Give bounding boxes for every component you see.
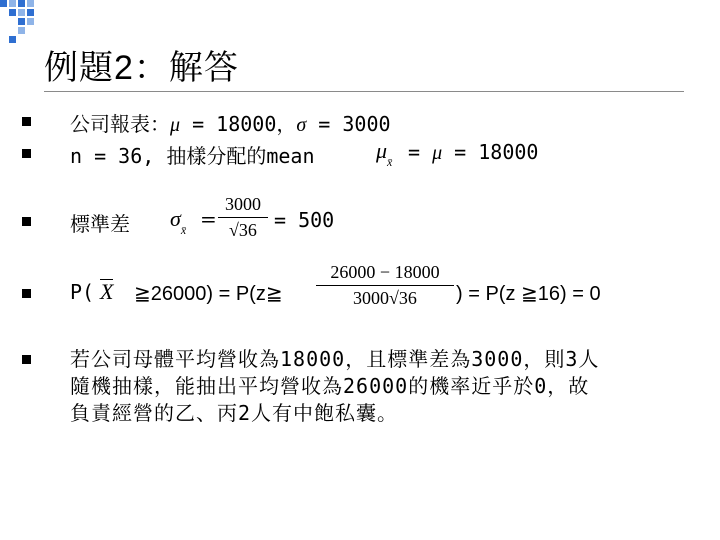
std-fraction (218, 194, 268, 241)
prob-open: P( (70, 280, 95, 304)
bullet-icon (22, 117, 31, 126)
fraction-bar (218, 217, 268, 218)
fraction-denominator: 3000√36 (353, 288, 417, 308)
line2-text: n = 36, 抽樣分配的mean (70, 144, 315, 168)
sigma-symbol: σ (296, 114, 307, 136)
line1-text: 公司報表： (70, 112, 170, 136)
xbar-symbol: X (100, 279, 114, 304)
title-sep: ： (133, 48, 169, 88)
line1-eq1: = 18000， (180, 112, 297, 136)
equals-sign: = (200, 207, 217, 231)
std-label: 標準差 (70, 212, 130, 236)
std-result: = 500 (274, 208, 335, 232)
mu-symbol: μ (170, 114, 181, 136)
prob-tail: ) = P(z ≧16) = 0 (456, 283, 601, 305)
line2-eq1: = (408, 140, 433, 164)
z-fraction (316, 262, 454, 309)
mu-xbar (376, 138, 393, 169)
conclusion-paragraph (70, 346, 660, 427)
bullet-icon (22, 289, 31, 298)
line1-eq2: = 3000 (306, 112, 391, 136)
title-main: 例題 (44, 48, 114, 88)
paragraph-line: 隨機抽樣，能抽出平均營收為26000的機率近乎於0，故 (70, 374, 590, 398)
bullet-icon (22, 149, 31, 158)
line2-eq2: = 18000 (442, 140, 539, 164)
page-title (44, 40, 239, 89)
bullet-icon (22, 217, 31, 226)
sigma-symbol: σ (170, 206, 181, 231)
line2-eq (408, 140, 538, 165)
paragraph-line: 負責經營的乙、丙2人有中飽私囊。 (70, 401, 399, 425)
xbar-subscript: x̄ (180, 223, 187, 237)
title-num: 2 (114, 49, 134, 87)
line1 (70, 108, 391, 137)
title-rest: 解答 (168, 48, 239, 88)
fraction-denominator: √36 (229, 220, 257, 240)
bullet-icon (22, 355, 31, 364)
title-rule (44, 91, 684, 92)
xbar-subscript: x̄ (387, 155, 393, 169)
prob-relation: ≧26000) = P(z≧ (134, 283, 283, 305)
paragraph-line: 若公司母體平均營收為18000，且標準差為3000，則3人 (70, 347, 600, 371)
fraction-bar (316, 285, 454, 286)
checker-logo-icon (0, 0, 60, 45)
sigma-xbar (170, 206, 187, 237)
fraction-numerator: 26000 − 18000 (330, 262, 440, 282)
fraction-numerator: 3000 (225, 194, 261, 214)
mu-symbol: μ (432, 142, 443, 164)
mu-symbol: μ (376, 138, 388, 163)
